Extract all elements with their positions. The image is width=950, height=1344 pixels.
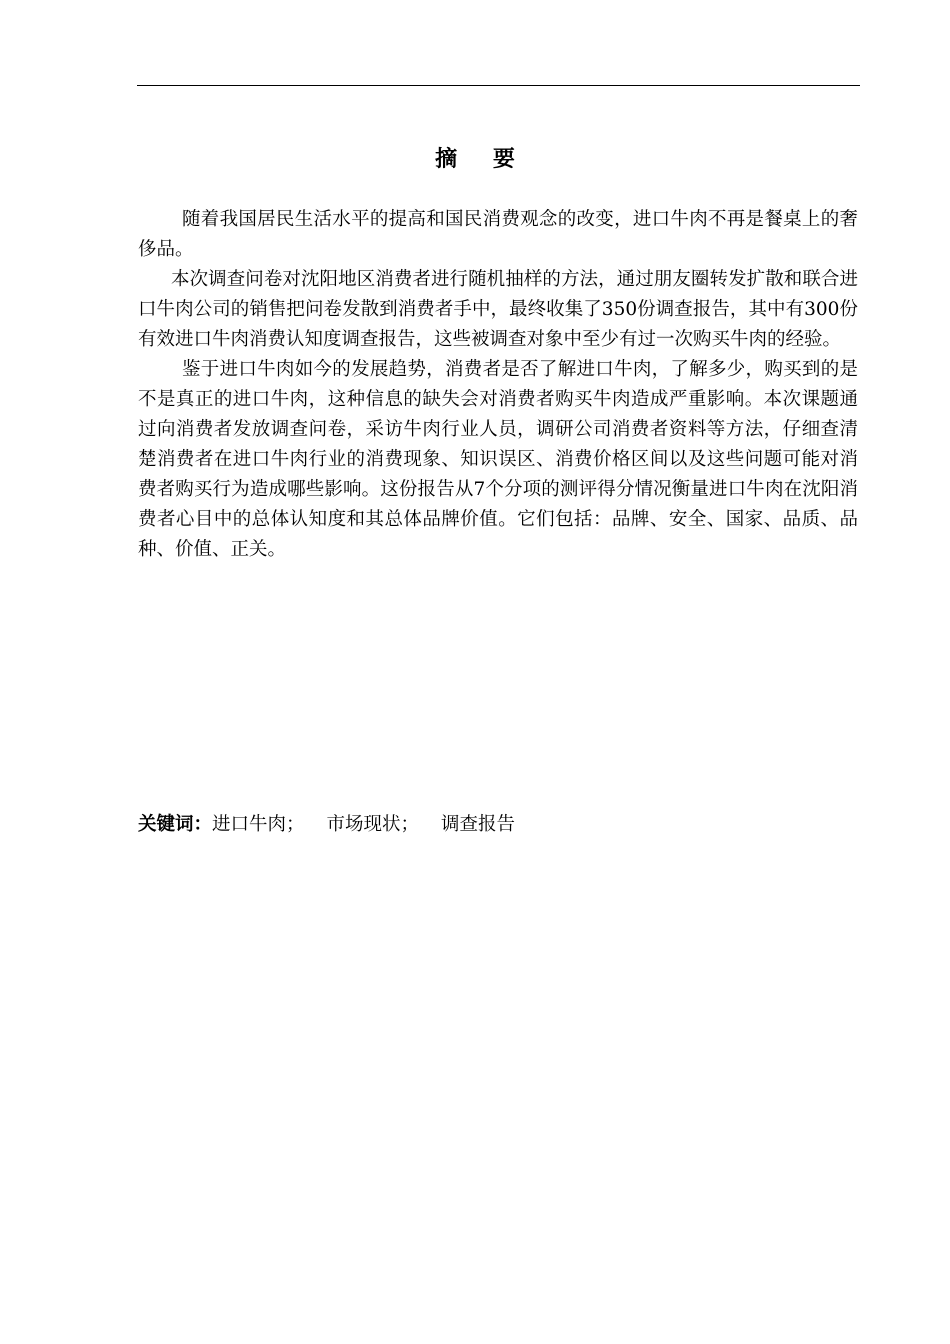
keywords-label: 关键词： (138, 814, 213, 835)
abstract-body (138, 205, 858, 565)
abstract-title: 摘 要 (435, 147, 529, 172)
keyword-item: 进口牛肉； (212, 814, 305, 835)
keywords-line (138, 810, 515, 840)
header-rule (137, 85, 860, 86)
abstract-paragraph-3: 鉴于进口牛肉如今的发展趋势，消费者是否了解进口牛肉，了解多少，购买到的是不是真正的进口牛肉，这种信息的缺失会对消费者购买牛肉造成严重影响。本次课题通过向消费者发放调查问卷，采访牛肉行业人员，调研公司消费者资料等方法，仔细查清楚消费者在进口牛肉行业的消费现象、知识误区、消费价格区间以及这些问题可能对消费者购买行为造成哪些影响。这份报告从7个分项的测评得分情况衡量进口牛肉在沈阳消费者心目中的总体认知度和其总体品牌价值。它们包括：品牌、安全、国家、品质、品种、价值、正关。 (138, 359, 858, 560)
keyword-item: 调查报告 (441, 814, 516, 835)
keyword-item: 市场现状； (326, 814, 420, 835)
abstract-paragraph-2: 本次调查问卷对沈阳地区消费者进行随机抽样的方法，通过朋友圈转发扩散和联合进口牛肉公司的销售把问卷发散到消费者手中，最终收集了350份调查报告，其中有300份有效进口牛肉消费认知度调查报告，这些被调查对象中至少有过一次购买牛肉的经验。 (138, 269, 858, 350)
abstract-paragraph-1: 随着我国居民生活水平的提高和国民消费观念的改变，进口牛肉不再是餐桌上的奢侈品。 (138, 209, 858, 260)
